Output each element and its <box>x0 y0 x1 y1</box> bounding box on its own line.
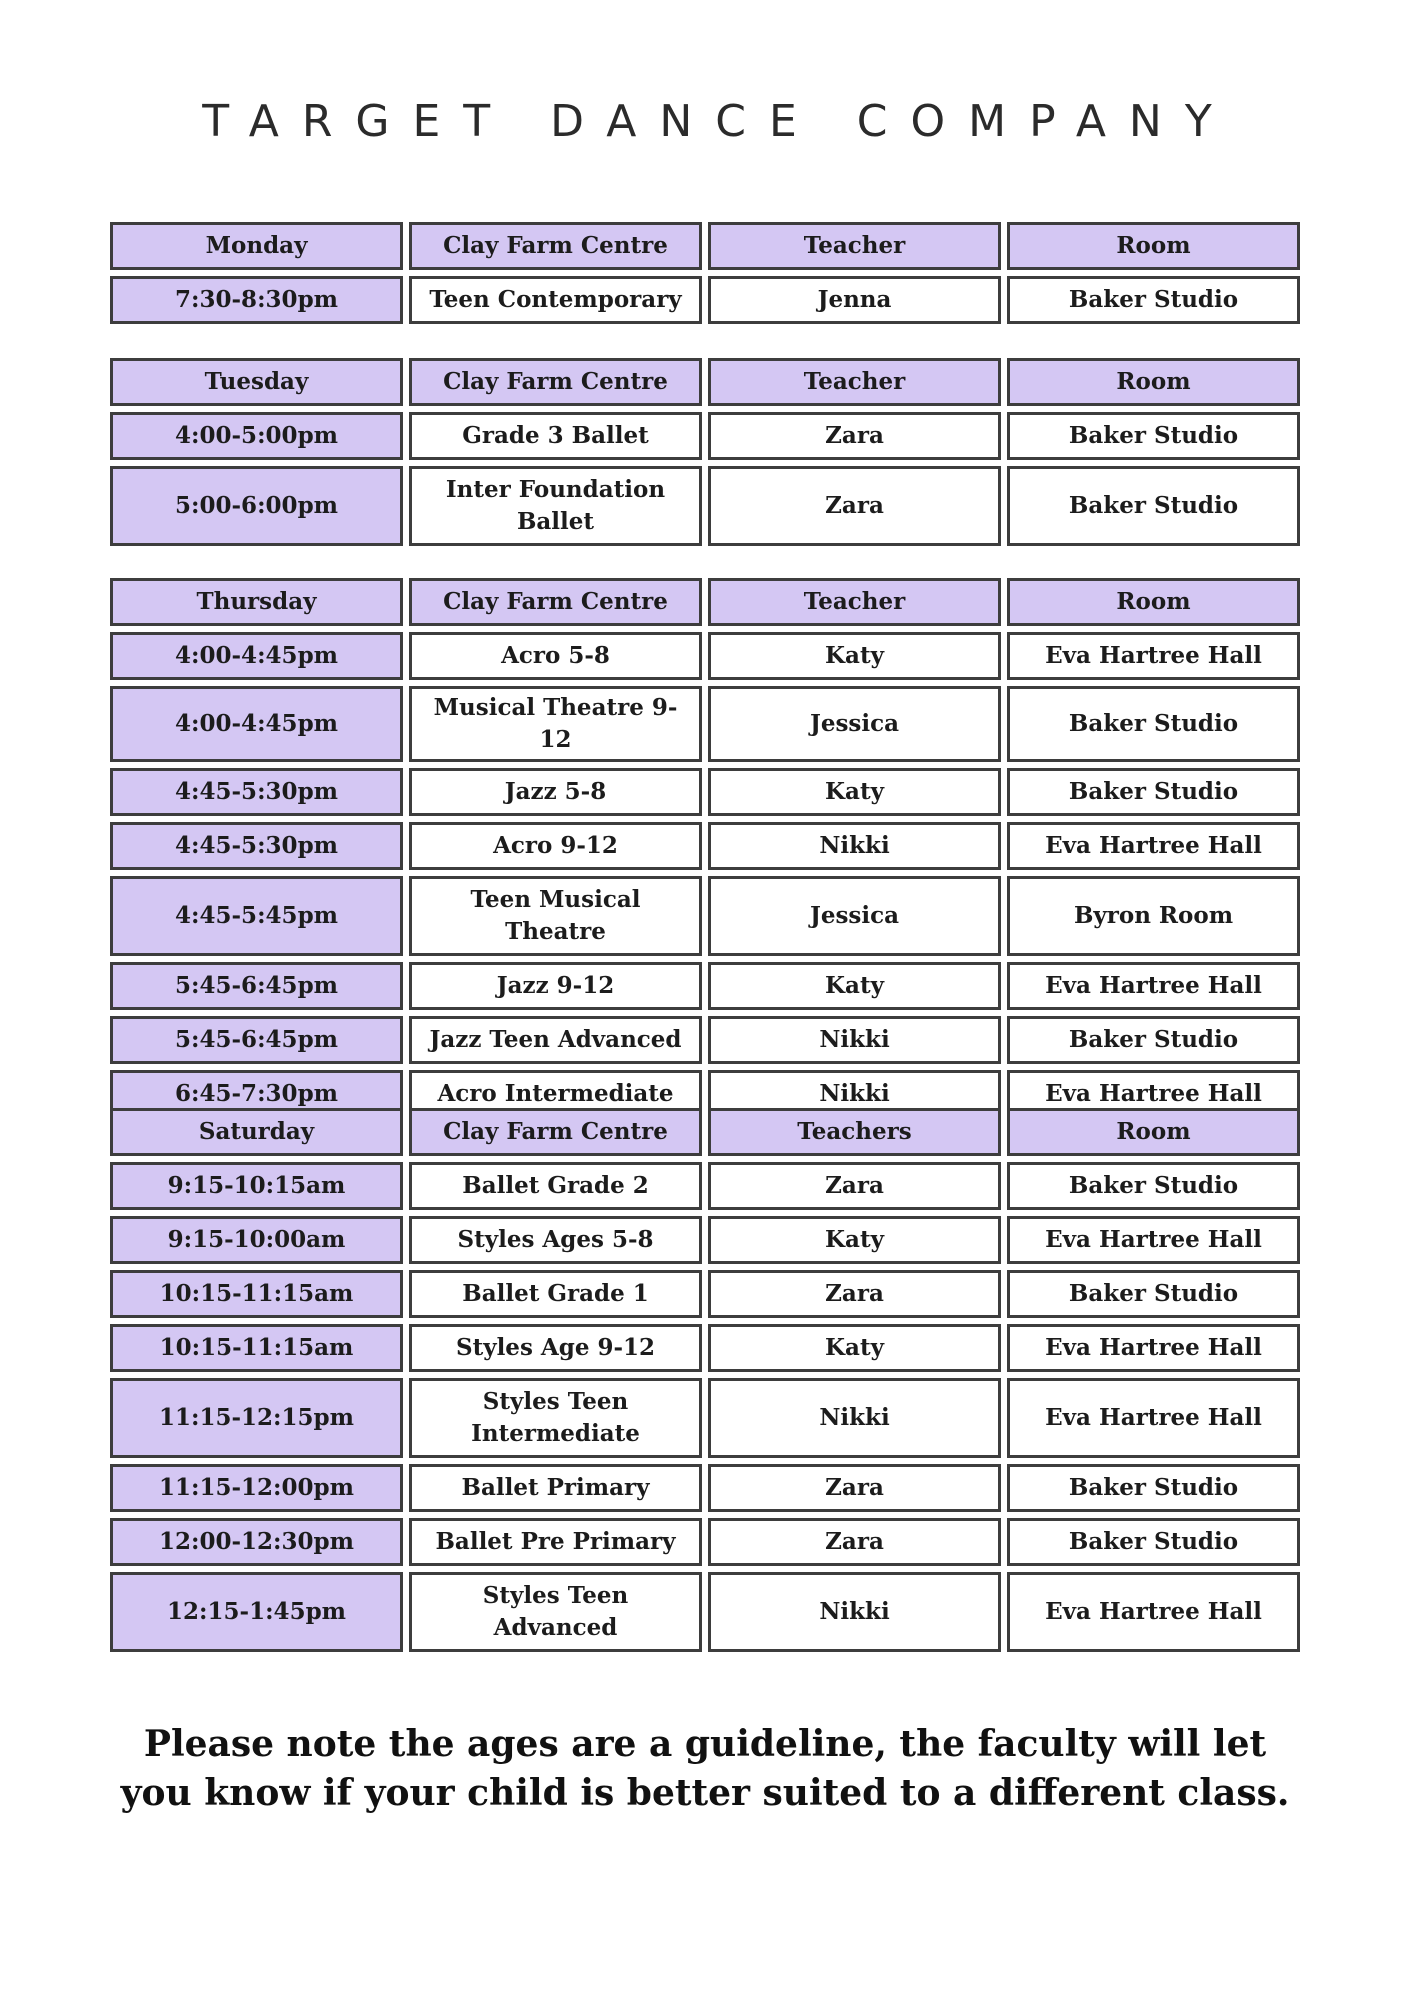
room-cell: Baker Studio <box>1007 1464 1300 1512</box>
teacher-header: Teacher <box>708 358 1001 406</box>
class-cell: Styles Teen Intermediate <box>409 1378 702 1458</box>
table-header-row <box>110 358 1300 406</box>
table-row <box>110 1216 1300 1264</box>
table-row <box>110 768 1300 816</box>
class-cell: Ballet Grade 2 <box>409 1162 702 1210</box>
tuesday-table <box>110 358 1300 546</box>
room-cell: Baker Studio <box>1007 1518 1300 1566</box>
teacher-cell: Jessica <box>708 686 1001 762</box>
teacher-header: Teachers <box>708 1108 1001 1156</box>
time-cell: 4:00-4:45pm <box>110 632 403 680</box>
teacher-cell: Zara <box>708 1464 1001 1512</box>
teacher-cell: Nikki <box>708 1572 1001 1652</box>
room-cell: Baker Studio <box>1007 686 1300 762</box>
table-row <box>110 822 1300 870</box>
saturday-table <box>110 1108 1300 1652</box>
room-header: Room <box>1007 222 1300 270</box>
table-header-row <box>110 222 1300 270</box>
time-cell: 4:00-5:00pm <box>110 412 403 460</box>
room-cell: Byron Room <box>1007 876 1300 956</box>
class-cell: Musical Theatre 9-12 <box>409 686 702 762</box>
time-cell: 4:45-5:30pm <box>110 768 403 816</box>
teacher-cell: Zara <box>708 1162 1001 1210</box>
class-cell: Teen Contemporary <box>409 276 702 324</box>
class-cell: Ballet Pre Primary <box>409 1518 702 1566</box>
class-cell: Acro 5-8 <box>409 632 702 680</box>
class-cell: Acro 9-12 <box>409 822 702 870</box>
time-cell: 7:30-8:30pm <box>110 276 403 324</box>
time-cell: 4:45-5:30pm <box>110 822 403 870</box>
time-cell: 10:15-11:15am <box>110 1324 403 1372</box>
company-title: TARGET DANCE COMPANY <box>202 96 1235 147</box>
table-row <box>110 632 1300 680</box>
venue-header: Clay Farm Centre <box>409 578 702 626</box>
time-cell: 5:45-6:45pm <box>110 962 403 1010</box>
teacher-cell: Jessica <box>708 876 1001 956</box>
teacher-cell: Katy <box>708 962 1001 1010</box>
room-cell: Baker Studio <box>1007 768 1300 816</box>
room-cell: Baker Studio <box>1007 466 1300 546</box>
room-cell: Eva Hartree Hall <box>1007 962 1300 1010</box>
room-cell: Eva Hartree Hall <box>1007 822 1300 870</box>
table-row <box>110 466 1300 546</box>
class-cell: Teen Musical Theatre <box>409 876 702 956</box>
room-cell: Eva Hartree Hall <box>1007 632 1300 680</box>
teacher-header: Teacher <box>708 222 1001 270</box>
time-cell: 6:45-7:30pm <box>110 1070 403 1118</box>
venue-header: Clay Farm Centre <box>409 1108 702 1156</box>
teacher-cell: Nikki <box>708 822 1001 870</box>
room-cell: Eva Hartree Hall <box>1007 1070 1300 1118</box>
class-cell: Jazz 9-12 <box>409 962 702 1010</box>
class-cell: Styles Age 9-12 <box>409 1324 702 1372</box>
table-row <box>110 1518 1300 1566</box>
table-row <box>110 276 1300 324</box>
table-row <box>110 962 1300 1010</box>
room-cell: Baker Studio <box>1007 1270 1300 1318</box>
day-header: Tuesday <box>110 358 403 406</box>
table-row <box>110 1016 1300 1064</box>
table-row <box>110 1162 1300 1210</box>
class-cell: Jazz 5-8 <box>409 768 702 816</box>
thursday-table <box>110 578 1300 1118</box>
room-header: Room <box>1007 1108 1300 1156</box>
table-row <box>110 1324 1300 1372</box>
room-cell: Baker Studio <box>1007 276 1300 324</box>
room-cell: Eva Hartree Hall <box>1007 1572 1300 1652</box>
time-cell: 10:15-11:15am <box>110 1270 403 1318</box>
teacher-cell: Katy <box>708 768 1001 816</box>
table-header-row <box>110 578 1300 626</box>
table-row <box>110 1270 1300 1318</box>
venue-header: Clay Farm Centre <box>409 358 702 406</box>
teacher-cell: Zara <box>708 1518 1001 1566</box>
room-cell: Eva Hartree Hall <box>1007 1216 1300 1264</box>
day-header: Saturday <box>110 1108 403 1156</box>
day-header: Monday <box>110 222 403 270</box>
teacher-cell: Katy <box>708 1216 1001 1264</box>
room-cell: Eva Hartree Hall <box>1007 1324 1300 1372</box>
room-cell: Baker Studio <box>1007 1016 1300 1064</box>
room-cell: Eva Hartree Hall <box>1007 1378 1300 1458</box>
teacher-header: Teacher <box>708 578 1001 626</box>
room-header: Room <box>1007 578 1300 626</box>
class-cell: Inter Foundation Ballet <box>409 466 702 546</box>
table-row <box>110 876 1300 956</box>
table-row <box>110 1572 1300 1652</box>
teacher-cell: Katy <box>708 632 1001 680</box>
time-cell: 9:15-10:15am <box>110 1162 403 1210</box>
class-cell: Styles Teen Advanced <box>409 1572 702 1652</box>
time-cell: 4:45-5:45pm <box>110 876 403 956</box>
table-row <box>110 412 1300 460</box>
table-row <box>110 1378 1300 1458</box>
time-cell: 11:15-12:00pm <box>110 1464 403 1512</box>
footer-note: Please note the ages are a guideline, the faculty will let you know if your child is better suited to a different class. <box>120 1723 1290 1814</box>
teacher-cell: Katy <box>708 1324 1001 1372</box>
day-header: Thursday <box>110 578 403 626</box>
time-cell: 12:15-1:45pm <box>110 1572 403 1652</box>
table-row <box>110 686 1300 762</box>
monday-table <box>110 222 1300 324</box>
class-cell: Grade 3 Ballet <box>409 412 702 460</box>
time-cell: 12:00-12:30pm <box>110 1518 403 1566</box>
class-cell: Jazz Teen Advanced <box>409 1016 702 1064</box>
time-cell: 9:15-10:00am <box>110 1216 403 1264</box>
table-row <box>110 1464 1300 1512</box>
time-cell: 5:45-6:45pm <box>110 1016 403 1064</box>
table-header-row <box>110 1108 1300 1156</box>
teacher-cell: Zara <box>708 466 1001 546</box>
time-cell: 11:15-12:15pm <box>110 1378 403 1458</box>
room-cell: Baker Studio <box>1007 1162 1300 1210</box>
venue-header: Clay Farm Centre <box>409 222 702 270</box>
class-cell: Ballet Primary <box>409 1464 702 1512</box>
teacher-cell: Nikki <box>708 1016 1001 1064</box>
teacher-cell: Zara <box>708 1270 1001 1318</box>
teacher-cell: Nikki <box>708 1070 1001 1118</box>
class-cell: Acro Intermediate <box>409 1070 702 1118</box>
room-header: Room <box>1007 358 1300 406</box>
teacher-cell: Nikki <box>708 1378 1001 1458</box>
teacher-cell: Zara <box>708 412 1001 460</box>
teacher-cell: Jenna <box>708 276 1001 324</box>
class-cell: Styles Ages 5-8 <box>409 1216 702 1264</box>
class-cell: Ballet Grade 1 <box>409 1270 702 1318</box>
time-cell: 5:00-6:00pm <box>110 466 403 546</box>
room-cell: Baker Studio <box>1007 412 1300 460</box>
time-cell: 4:00-4:45pm <box>110 686 403 762</box>
